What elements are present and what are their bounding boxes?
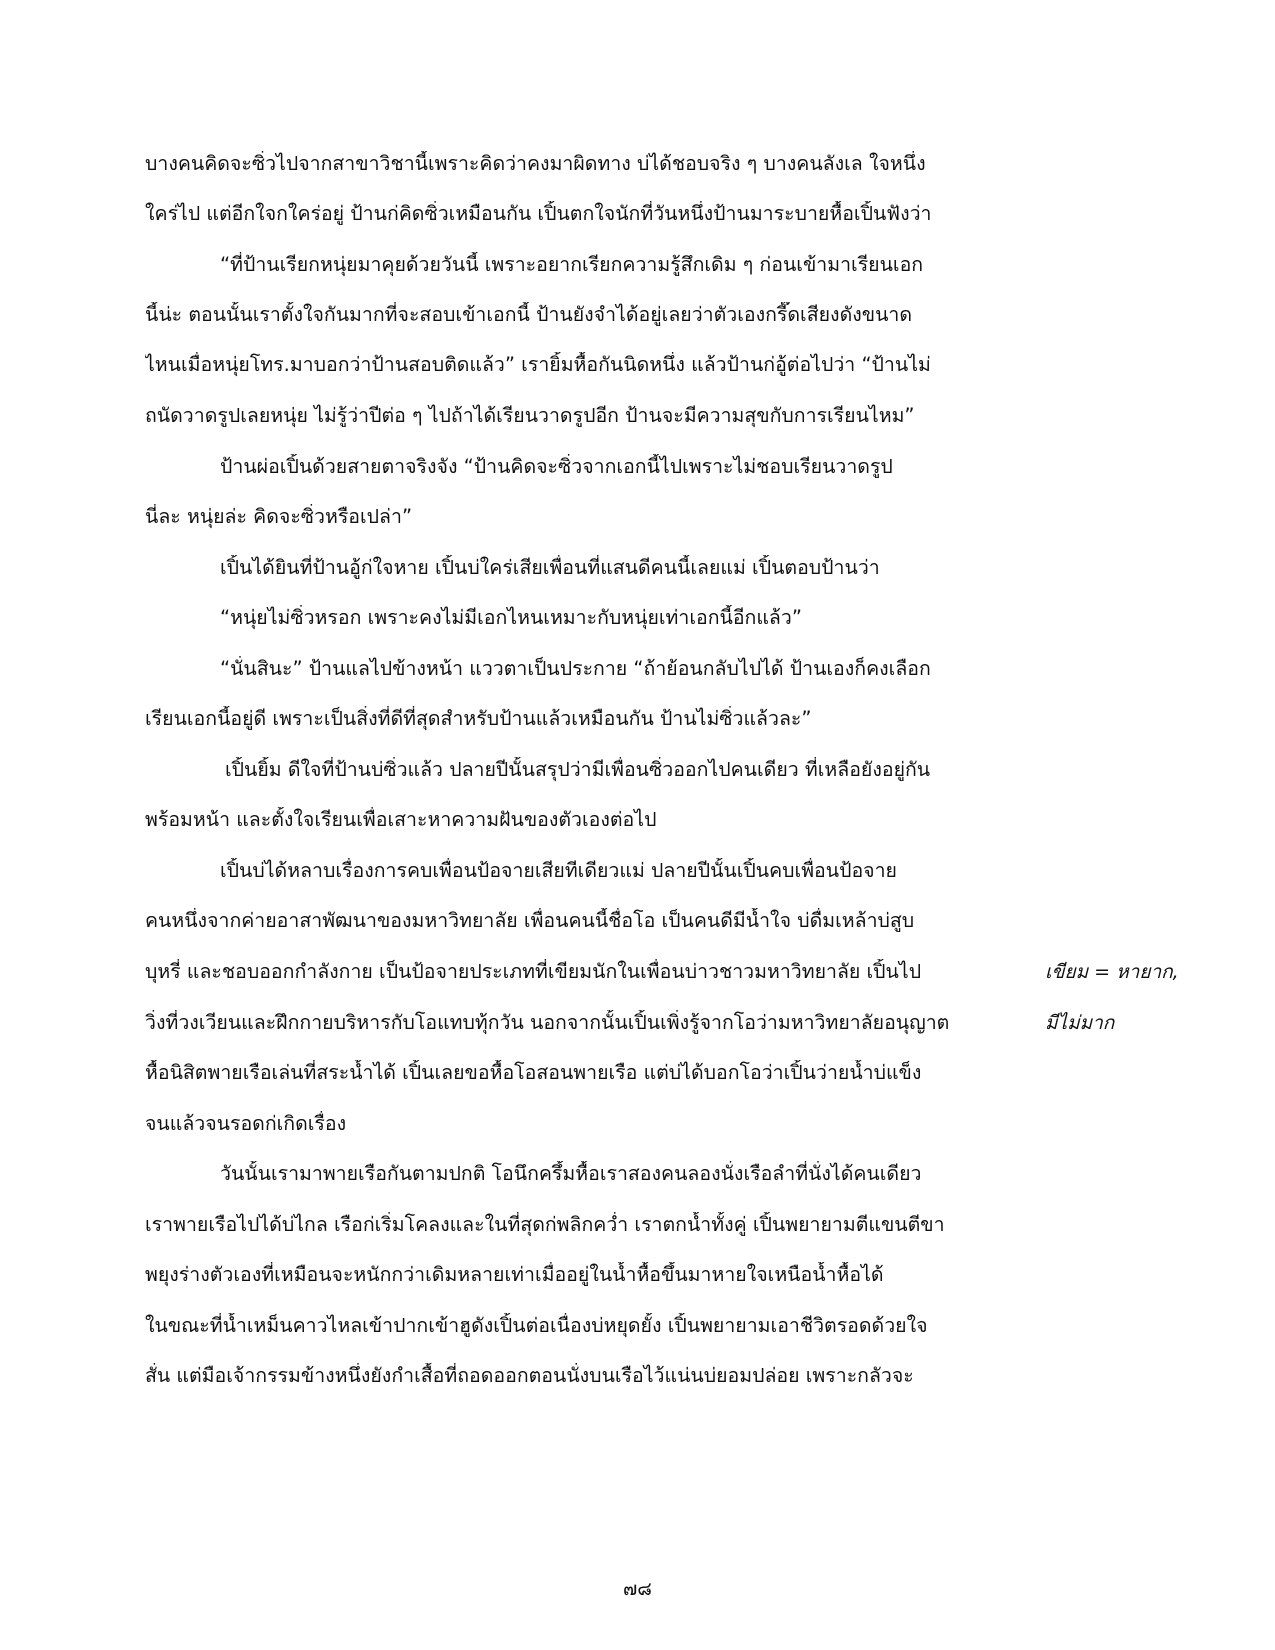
text-line: หื้อนิสิตพายเรือเล่นที่สระน้ำได้ เปิ้นเลยขอหื้อโอสอนพายเรือ แต่บ่ได้บอกโอว่าเปิ้นว่ายน้ำบ่แข็ง: [145, 1061, 922, 1084]
text-line: ป้านผ่อเปิ้นด้วยสายตาจริงจัง “ป้านคิดจะซิ่วจากเอกนี้ไปเพราะไม่ชอบเรียนวาดรูป: [220, 455, 893, 478]
text-line: “หนุ่ยไม่ซิ่วหรอก เพราะคงไม่มีเอกไหนเหมาะกับหนุ่ยเท่าเอกนี้อีกแล้ว”: [220, 606, 802, 629]
text-line: จนแล้วจนรอดก่เกิดเรื่อง: [145, 1112, 347, 1135]
text-line: พยุงร่างตัวเองที่เหมือนจะหนักกว่าเดิมหลายเท่าเมื่ออยู่ในน้ำหื้อขึ้นมาหายใจเหนือน้ำหื้อได้: [145, 1263, 884, 1286]
text-line: วันนั้นเรามาพายเรือกันตามปกติ โอนึกครึ้มหื้อเราสองคนลองนั่งเรือลำที่นั่งได้คนเดียว: [220, 1162, 922, 1185]
text-line: เปิ้นได้ยินที่ป้านอู้ก่ใจหาย เปิ้นบ่ใคร่เสียเพื่อนที่แสนดีคนนี้เลยแม่ เปิ้นตอบป้านว่า: [220, 556, 880, 579]
text-line: เปิ้นยิ้ม ดีใจที่ป้านบ่ซิ่วแล้ว ปลายปีนั้นสรุปว่ามีเพื่อนซิ่วออกไปคนเดียว ที่เหลือยังอยู่กัน: [225, 758, 931, 781]
text-line: ใคร่ไป แต่อีกใจกใคร่อยู่ ป้านก่คิดซิ่วเหมือนกัน เปิ้นตกใจนักที่วันหนึ่งป้านมาระบายหื้อเปิ้นฟังว่า: [145, 202, 932, 225]
text-line: บางคนคิดจะซิ่วไปจากสาขาวิชานี้เพราะคิดว่าคงมาผิดทาง บ่ได้ชอบจริง ๆ บางคนลังเล ใจหนึ่ง: [145, 152, 926, 175]
text-line: เราพายเรือไปได้บ่ไกล เรือก่เริ่มโคลงและในที่สุดก่พลิกคว่ำ เราตกน้ำทั้งคู่ เปิ้นพยายามตีแขนตีขา: [145, 1213, 945, 1236]
text-line: พร้อมหน้า และตั้งใจเรียนเพื่อเสาะหาความฝันของตัวเองต่อไป: [145, 808, 657, 831]
text-line: “ที่ป้านเรียกหนุ่ยมาคุยด้วยวันนี้ เพราะอยากเรียกความรู้สึกเดิม ๆ ก่อนเข้ามาเรียนเอก: [220, 253, 924, 276]
margin-note-line: เขียม = หายาก,: [1045, 961, 1179, 983]
text-line: บุหรี่ และชอบออกกำลังกาย เป็นป้อจายประเภทที่เขียมนักในเพื่อนบ่าวชาวมหาวิทยาลัย เปิ้นไป: [145, 960, 922, 983]
page-number: ๗๘: [623, 1578, 652, 1600]
text-line: เปิ้นบ่ได้หลาบเรื่องการคบเพื่อนป้อจายเสียทีเดียวแม่ ปลายปีนั้นเปิ้นคบเพื่อนป้อจาย: [220, 859, 897, 882]
text-line: สั่น แต่มือเจ้ากรรมข้างหนึ่งยังกำเสื้อที่ถอดออกตอนนั่งบนเรือไว้แน่นบ่ยอมปล่อย เพราะกลัวจะ: [145, 1364, 914, 1387]
text-line: นี้น่ะ ตอนนั้นเราตั้งใจกันมากที่จะสอบเข้าเอกนี้ ป้านยังจำได้อยู่เลยว่าตัวเองกรี๊ดเสียงดังขนาด: [145, 303, 913, 326]
text-line: คนหนึ่งจากค่ายอาสาพัฒนาของมหาวิทยาลัย เพื่อนคนนี้ชื่อโอ เป็นคนดีมีน้ำใจ บ่ดื่มเหล้าบ่สูบ: [145, 909, 915, 932]
text-line: เรียนเอกนี้อยู่ดี เพราะเป็นสิ่งที่ดีที่สุดสำหรับป้านแล้วเหมือนกัน ป้านไม่ซิ่วแล้วละ”: [145, 707, 812, 730]
margin-note-line: มีไม่มาก: [1045, 1012, 1115, 1034]
text-line: นี่ละ หนุ่ยล่ะ คิดจะซิ่วหรือเปล่า”: [145, 505, 413, 528]
text-line: ไหนเมื่อหนุ่ยโทร.มาบอกว่าป้านสอบติดแล้ว” เรายิ้มหื้อกันนิดหนึ่ง แล้วป้านก่อู้ต่อไปว่า “ป้านไม่: [145, 353, 931, 376]
text-line: วิ่งที่วงเวียนและฝึกกายบริหารกับโอแทบทุ้กวัน นอกจากนั้นเปิ้นเพิ่งรู้จากโอว่ามหาวิทยาลัยอนุญาต: [145, 1011, 950, 1034]
text-line: ในขณะที่น้ำเหม็นคาวไหลเข้าปากเข้าฮูดังเปิ้นต่อเนื่องบ่หยุดยั้ง เปิ้นพยายามเอาชีวิตรอดด้วยใจ: [145, 1314, 928, 1337]
text-line: ถนัดวาดรูปเลยหนุ่ย ไม่รู้ว่าปีต่อ ๆ ไปถ้าได้เรียนวาดรูปอีก ป้านจะมีความสุขกับการเรียนไหม”: [145, 404, 915, 427]
text-line: “นั่นสินะ” ป้านแลไปข้างหน้า แววตาเป็นประกาย “ถ้าย้อนกลับไปได้ ป้านเองก็คงเลือก: [220, 657, 931, 680]
